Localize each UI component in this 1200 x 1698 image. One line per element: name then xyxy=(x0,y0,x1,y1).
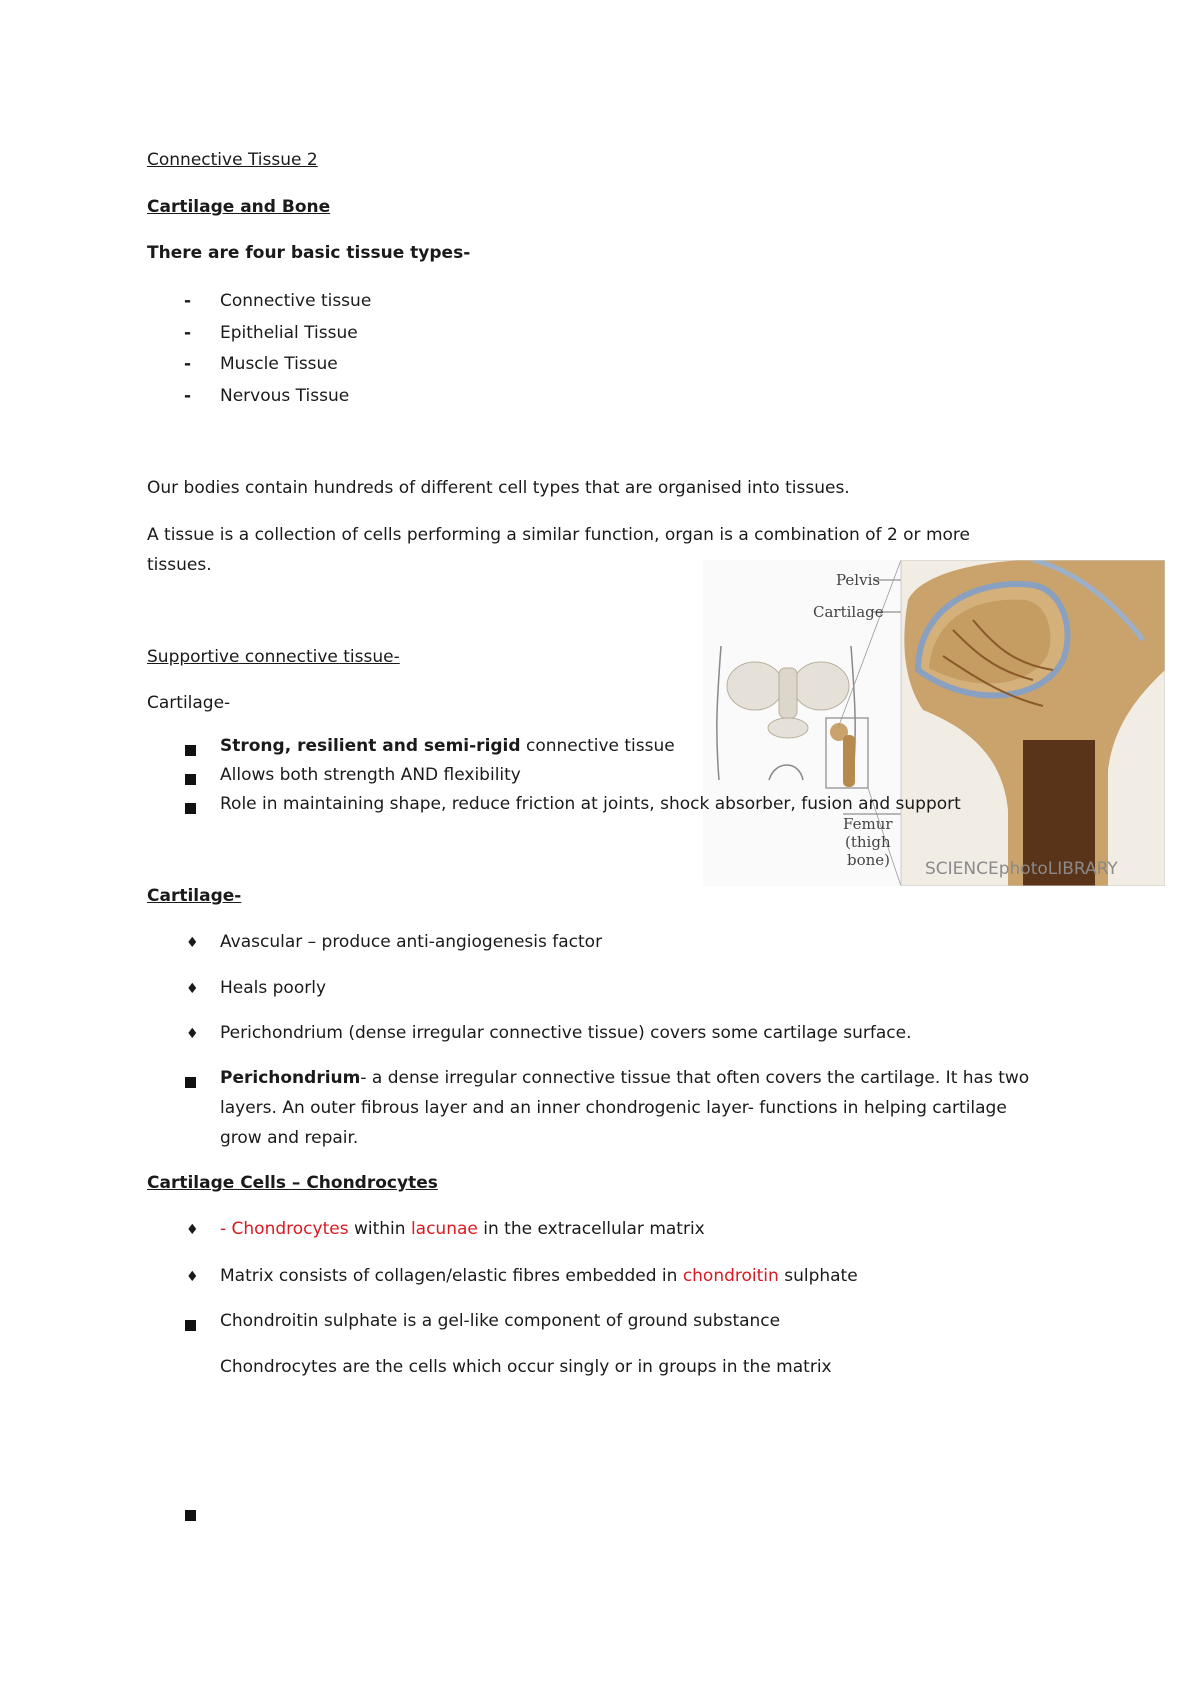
list-item: Connective tissue xyxy=(220,291,372,311)
term-chondroitin: chondroitin xyxy=(682,1266,779,1286)
list-item xyxy=(220,735,675,757)
list-bullet: - xyxy=(184,323,192,343)
perichondrium-line-3: grow and repair. xyxy=(220,1128,359,1148)
perichondrium-term: Perichondrium xyxy=(220,1068,361,1088)
label-femur: Femur xyxy=(843,815,893,833)
cartilage-heading: Cartilage- xyxy=(147,886,242,906)
page-title: Connective Tissue 2 xyxy=(147,150,318,170)
list-item-text: within xyxy=(348,1219,411,1239)
tissue-types-heading: There are four basic tissue types- xyxy=(147,243,471,263)
list-bullet: - xyxy=(184,386,192,406)
watermark-text: SCIENCEphotoLIBRARY xyxy=(925,859,1118,879)
cells-heading: Cartilage Cells – Chondrocytes xyxy=(147,1173,438,1193)
list-item xyxy=(220,1265,858,1287)
perichondrium-text: - a dense irregular connective tissue that often covers the cartilage. It has two xyxy=(360,1068,1030,1088)
square-bullet xyxy=(185,740,196,762)
list-bullet: - xyxy=(184,291,192,311)
term-lacunae: lacunae xyxy=(410,1219,478,1239)
intro-paragraph-2-line-2: tissues. xyxy=(147,555,212,575)
dot-bullet: ♦ xyxy=(186,1222,199,1238)
list-item-text: sulphate xyxy=(778,1266,858,1286)
page-subtitle: Cartilage and Bone xyxy=(147,197,331,217)
list-bullet: - xyxy=(184,354,192,374)
supportive-heading: Supportive connective tissue- xyxy=(147,647,400,667)
hip-joint-figure xyxy=(703,560,1165,886)
label-bone: bone) xyxy=(847,851,891,869)
intro-paragraph-1: Our bodies contain hundreds of different cell types that are organised into tissues. xyxy=(147,478,850,498)
list-item: Muscle Tissue xyxy=(220,354,338,374)
list-item-bold: Strong, resilient and semi-rigid xyxy=(220,736,521,756)
label-cartilage: Cartilage xyxy=(813,603,884,621)
list-item: Role in maintaining shape, reduce friction at joints, shock absorber, fusion and support xyxy=(220,794,961,814)
square-bullet xyxy=(185,1072,196,1094)
square-bullet xyxy=(185,1315,196,1337)
femur-cross-section xyxy=(901,560,1165,886)
list-item-text: Matrix consists of collagen/elastic fibres embedded in xyxy=(220,1266,683,1286)
list-item: Perichondrium (dense irregular connective tissue) covers some cartilage surface. xyxy=(220,1023,912,1043)
list-item: Epithelial Tissue xyxy=(220,323,358,343)
label-thigh: (thigh xyxy=(845,833,891,851)
supportive-subheading: Cartilage- xyxy=(147,693,231,713)
list-item xyxy=(220,1218,705,1240)
list-item-text: connective tissue xyxy=(520,736,675,756)
term-chondrocytes: - Chondrocytes xyxy=(220,1219,349,1239)
hip-joint-illustration xyxy=(703,560,1165,886)
dot-bullet: ♦ xyxy=(186,1269,199,1285)
list-item: Allows both strength AND flexibility xyxy=(220,765,521,785)
square-bullet xyxy=(185,798,196,820)
intro-paragraph-2-line-1: A tissue is a collection of cells performing a similar function, organ is a combination of 2 or more xyxy=(147,525,970,545)
dot-bullet: ♦ xyxy=(186,981,199,997)
dot-bullet: ♦ xyxy=(186,935,199,951)
square-bullet xyxy=(185,1505,196,1527)
list-item: Avascular – produce anti-angiogenesis factor xyxy=(220,932,603,952)
list-item: Heals poorly xyxy=(220,978,327,998)
list-item-note: Chondrocytes are the cells which occur singly or in groups in the matrix xyxy=(220,1357,832,1377)
perichondrium-line-1 xyxy=(220,1067,1029,1089)
square-bullet xyxy=(185,769,196,791)
list-item: Chondroitin sulphate is a gel-like component of ground substance xyxy=(220,1311,781,1331)
label-pelvis: Pelvis xyxy=(836,571,881,589)
perichondrium-line-2: layers. An outer fibrous layer and an inner chondrogenic layer- functions in helping cartilage xyxy=(220,1098,1007,1118)
list-item-text: in the extracellular matrix xyxy=(477,1219,705,1239)
dot-bullet: ♦ xyxy=(186,1026,199,1042)
list-item: Nervous Tissue xyxy=(220,386,350,406)
